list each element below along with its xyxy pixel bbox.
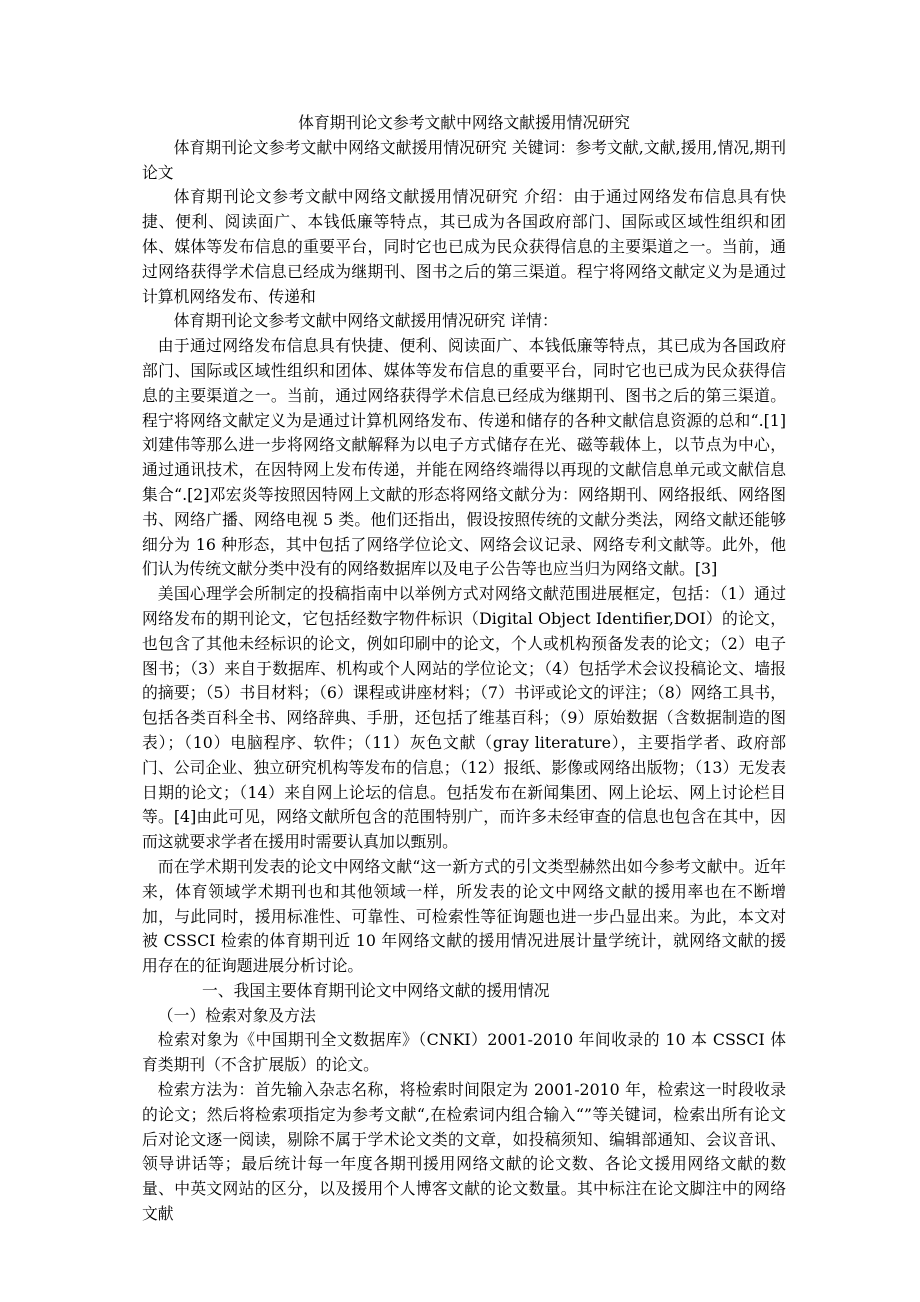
keywords-paragraph: 体育期刊论文参考文献中网络文献援用情况研究 关键词：参考文献,文献,援用,情况,期刊论文 bbox=[142, 137, 786, 182]
details-label: 体育期刊论文参考文献中网络文献援用情况研究 详情： bbox=[173, 311, 558, 331]
body-paragraph-2: 美国心理学会所制定的投稿指南中以举例方式对网络文献范围进展框定，包括：（1）通过网络发布的期刊论文，它包括经数字物件标识（Digital Object Identifier,DOI）的论文，也包含了其他未经标识的论文，例如印刷中的论文，个人或机构预备发表的论文；（2）电子图书；（3）来自于数据库、机构或个人网站的学位论文；（4）包括学术会议投稿论文、墙报的摘要；（5）书目材料；（6）课程或讲座材料；（7）书评或论文的评注；（8）网络工具书，包括各类百科全书、网络辞典、手册，还包括了维基百科；（9）原始数据（含数据制造的图表）；（10）电脑程序、软件；（11）灰色文献（gray literature），主要指学者、政府部门、公司企业、独立研究机构等发布的信息；（12）报纸、影像或网络出版物；（13）无发表日期的论文；（14）来自网上论坛的信息。包括发布在新闻集团、网上论坛、网上讨论栏目等。[4]由此可见，网络文献所包含的范围特别广，而许多未经审查的信息也包含在其中，因而这就要求学者在援用时需要认真加以甄别。 bbox=[142, 584, 786, 852]
body-paragraph-4: 检索对象为《中国期刊全文数据库》（CNKI）2001-2010 年间收录的 10 本 CSSCI 体育类期刊（不含扩展版）的论文。 bbox=[142, 1030, 786, 1075]
subsection-heading-1: （一）检索对象及方法 bbox=[157, 1005, 316, 1025]
section-heading-1: 一、我国主要体育期刊论文中网络文献的援用情况 bbox=[202, 980, 550, 1000]
body-paragraph-5: 检索方法为：首先输入杂志名称，将检索时间限定为 2001-2010 年，检索这一时段收录的论文；然后将检索项指定为参考文献“,在检索词内组合输入“”等关键词，检索出所有论文后对论文逐一阅读，剔除不属于学术论文类的文章，如投稿须知、编辑部通知、会议音讯、领导讲话等；最后统计每一年度各期刊援用网络文献的论文数、各论文援用网络文献的数量、中英文网站的区分，以及援用个人博客文献的论文数量。其中标注在论文脚注中的网络文献 bbox=[142, 1080, 786, 1224]
intro-paragraph: 体育期刊论文参考文献中网络文献援用情况研究 介绍：由于通过网络发布信息具有快捷、便利、阅读面广、本钱低廉等特点，其已成为各国政府部门、国际或区域性组织和团体、媒体等发布信息的重要平台，同时它也已成为民众获得信息的主要渠道之一。当前，通过网络获得学术信息已经成为继期刊、图书之后的第三渠道。程宁将网络文献定义为是通过计算机网络发布、传递和 bbox=[142, 187, 786, 306]
body-paragraph-3: 而在学术期刊发表的论文中网络文献“这一新方式的引文类型赫然出如今参考文献中。近年来，体育领域学术期刊也和其他领域一样，所发表的论文中网络文献的援用率也在不断增加，与此同时，援用标准性、可靠性、可检索性等征询题也进一步凸显出来。为此，本文对被 CSSCI 检索的体育期刊近 10 年网络文献的援用情况进展计量学统计，就网络文献的援用存在的征询题进展分析讨论。 bbox=[142, 856, 786, 976]
document-body bbox=[142, 111, 786, 1227]
body-paragraph-1: 由于通过网络发布信息具有快捷、便利、阅读面广、本钱低廉等特点，其已成为各国政府部门、国际或区域性组织和团体、媒体等发布信息的重要平台，同时它也已成为民众获得信息的主要渠道之一。当前，通过网络获得学术信息已经成为继期刊、图书之后的第三渠道。程宁将网络文献定义为是通过计算机网络发布、传递和储存的各种文献信息资源的总和“.[1]刘建伟等那么进一步将网络文献解释为以电子方式储存在光、磁等载体上，以节点为中心，通过通讯技术，在因特网上发布传递，并能在网络终端得以再现的文献信息单元或文献信息集合“.[2]邓宏炎等按照因特网上文献的形态将网络文献分为：网络期刊、网络报纸、网络图书、网络广播、网络电视 5 类。他们还指出，假设按照传统的文献分类法，网络文献还能够细分为 16 种形态，其中包括了网络学位论文、网络会议记录、网络专利文献等。此外，他们认为传统文献分类中没有的网络数据库以及电子公告等也应当归为网络文献。[3] bbox=[142, 336, 786, 579]
document-title: 体育期刊论文参考文献中网络文献援用情况研究 bbox=[298, 113, 630, 132]
